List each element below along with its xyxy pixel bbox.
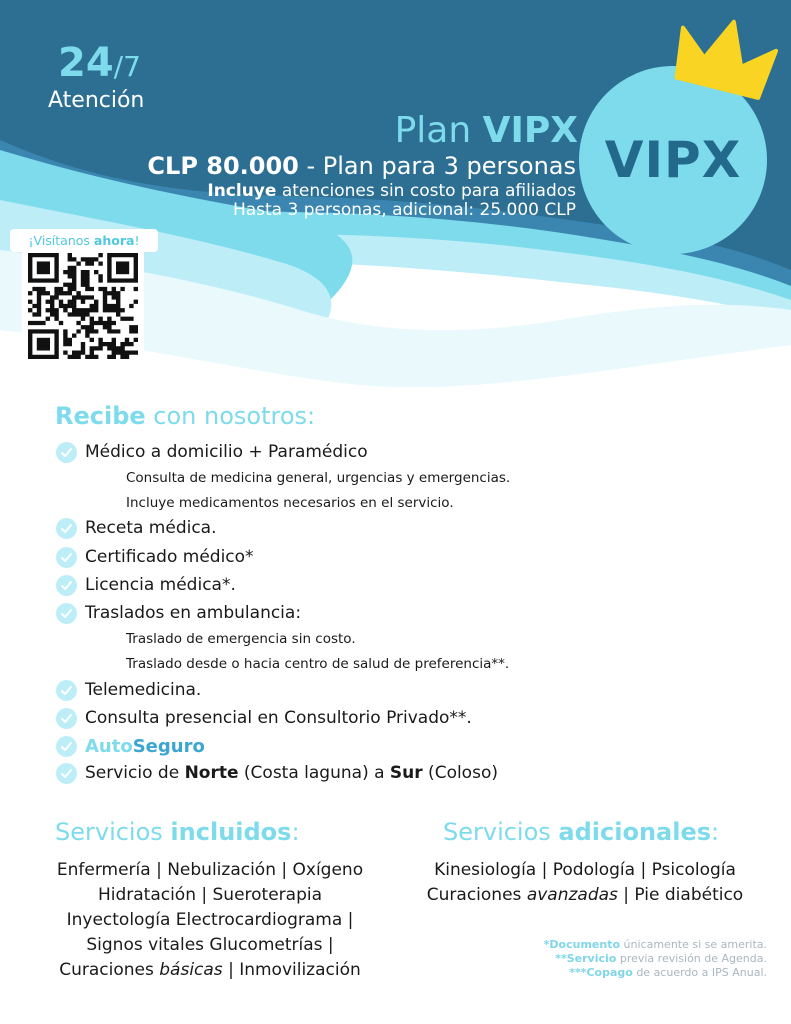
list-subitem: Traslado desde o hacia centro de salud de preferencia**.: [126, 656, 510, 672]
list-item: Médico a domicilio + Paramédico: [56, 440, 368, 464]
list-subitem: Consulta de medicina general, urgencias y emergencias.: [126, 470, 511, 486]
list-item: Traslados en ambulancia:: [56, 601, 301, 625]
list-subitem: Incluye medicamentos necesarios en el servicio.: [126, 495, 454, 511]
adicionales-line: Curaciones avanzadas | Pie diabético: [426, 885, 744, 905]
list-item: Licencia médica*.: [56, 573, 236, 597]
footnote: **Servicio previa revisión de Agenda.: [555, 952, 767, 965]
incluidos-line: Inyectología Electrocardiograma |: [66, 910, 354, 930]
footnote: *Documento únicamente si se amerita.: [543, 938, 767, 951]
list-item: Telemedicina.: [56, 678, 201, 702]
price-line: CLP 80.000 - Plan para 3 personas: [147, 152, 576, 180]
list-item-autoseguro: [56, 734, 205, 758]
check-icon: [56, 442, 77, 463]
qr-code[interactable]: [22, 248, 144, 364]
vipx-badge-text: VIPX: [604, 131, 742, 189]
incluidos-list: [20, 858, 400, 983]
footnotes: [544, 938, 767, 980]
incluidos-line: Curaciones básicas | Inmovilización: [59, 960, 361, 980]
incluidos-line: Hidratación | Sueroterapia: [97, 885, 323, 905]
plan-title: Plan VIPX: [394, 110, 578, 151]
list-item: Receta médica.: [56, 516, 217, 540]
adicionales-heading: Servicios adicionales:: [443, 818, 720, 846]
check-icon: [56, 603, 77, 624]
adicionales-line: Kinesiología | Podología | Psicología: [434, 860, 736, 880]
check-icon: [56, 736, 77, 757]
check-icon: [56, 680, 77, 701]
check-icon: [56, 763, 77, 784]
check-icon: [56, 575, 77, 596]
extra-persons-line: Hasta 3 personas, adicional: 25.000 CLP: [232, 200, 576, 220]
list-subitem: Traslado de emergencia sin costo.: [126, 631, 356, 647]
footnote: ***Copago de acuerdo a IPS Anual.: [569, 966, 767, 979]
incluidos-heading: Servicios incluidos:: [55, 818, 300, 846]
check-icon: [56, 547, 77, 568]
list-item-route: Servicio de Norte (Costa laguna) a Sur (Coloso): [56, 761, 498, 785]
visit-us-label: ¡Visítanos ahora!: [10, 229, 158, 252]
list-item: Certificado médico*: [56, 545, 254, 569]
crown-icon: [670, 12, 790, 112]
list-item: Consulta presencial en Consultorio Privado**.: [56, 706, 472, 730]
recibe-heading: Recibe con nosotros:: [55, 402, 316, 430]
adicionales-list: [400, 858, 770, 908]
incluidos-line: Signos vitales Glucometrías |: [86, 935, 334, 955]
attention-label: Atención: [48, 88, 145, 113]
check-icon: [56, 708, 77, 729]
check-icon: [56, 518, 77, 539]
autoseguro-label: AutoSeguro: [85, 735, 205, 757]
hours-label: 24/7: [58, 40, 141, 86]
incluidos-line: Enfermería | Nebulización | Oxígeno: [56, 860, 364, 880]
qr-code-icon: [22, 248, 144, 364]
includes-line: Incluye atenciones sin costo para afiliados: [207, 181, 576, 201]
